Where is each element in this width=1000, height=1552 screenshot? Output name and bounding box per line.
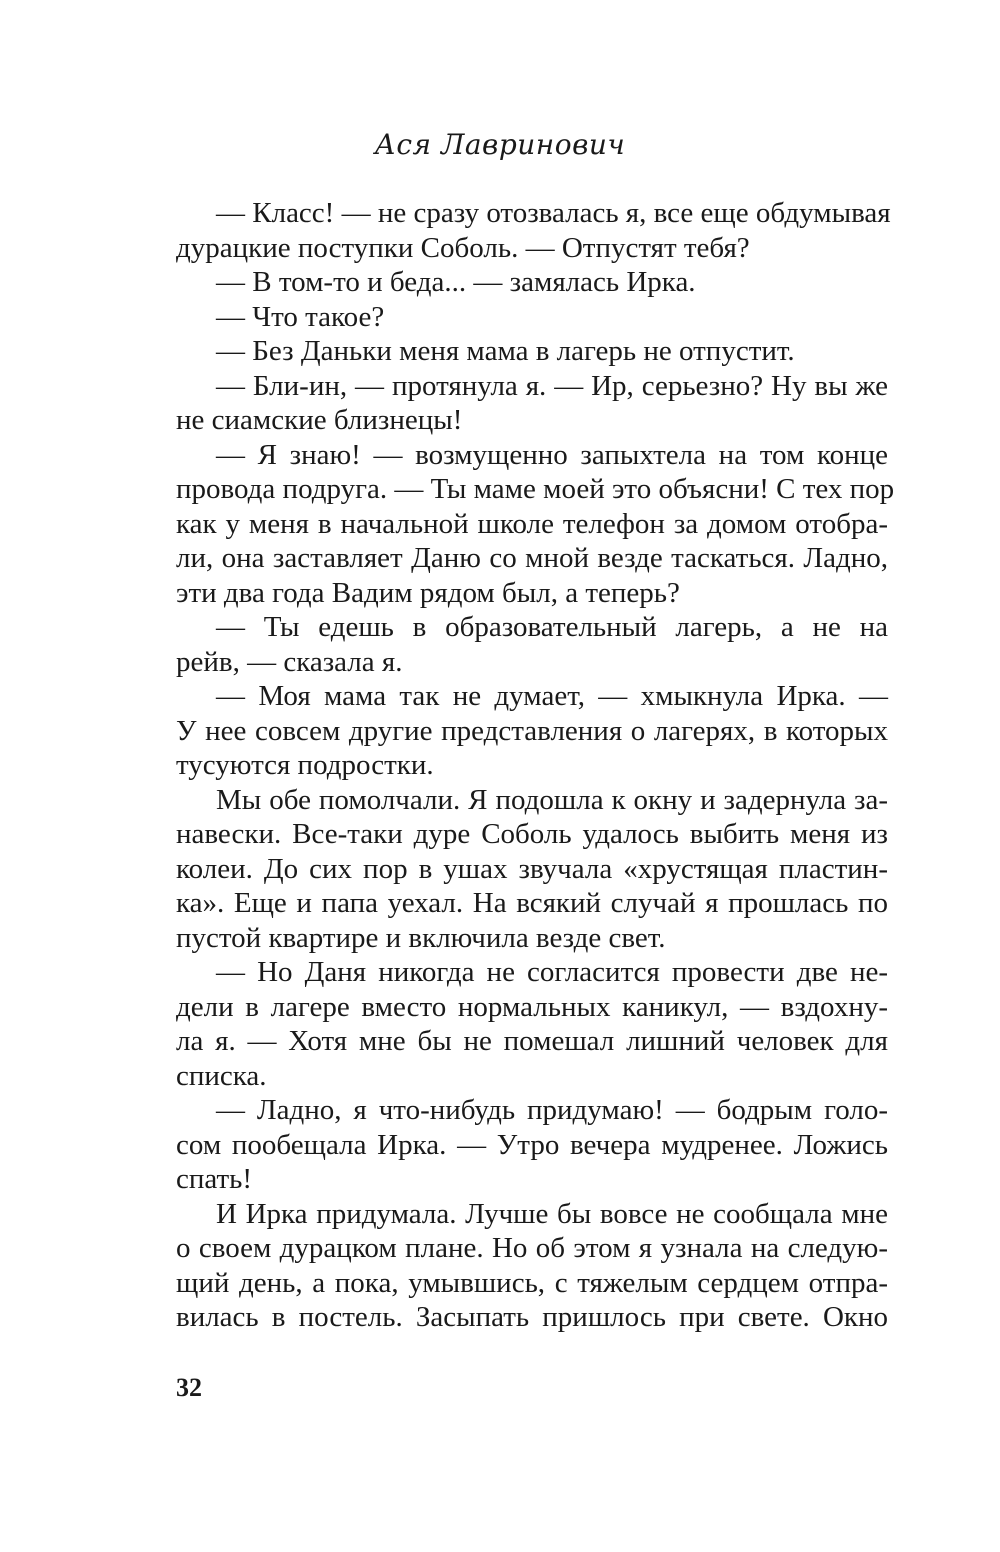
text-line: — Но Даня никогда не согласится провести две не- (216, 956, 888, 988)
text-line: — Ладно, я что-нибудь придумаю! — бодрым голо- (216, 1094, 888, 1126)
text-line: — Моя мама так не думает, — хмыкнула Ирка. — (216, 680, 888, 712)
text-line: — Бли-ин, — протянула я. — Ир, серьезно? Ну вы же (216, 369, 888, 402)
text-line: ка». Еще и папа уехал. На всякий случай я прошлась по (176, 887, 888, 919)
text-line: как у меня в начальной школе телефон за домом отобра- (176, 507, 888, 540)
body-text (176, 196, 895, 1335)
text-line: навески. Все-таки дуре Соболь удалось выбить меня из (176, 818, 888, 850)
text-line: щий день, а пока, умывшись, с тяжелым сердцем отпра- (176, 1266, 888, 1299)
text-line: ла я. — Хотя мне бы не помешал лишний человек для (176, 1025, 888, 1057)
text-line: спать! (176, 1163, 253, 1195)
text-line: ли, она заставляет Даню со мной везде таскаться. Ладно, (176, 542, 888, 574)
text-line: Мы обе помолчали. Я подошла к окну и задернула за- (216, 783, 888, 816)
text-line: о своем дурацком плане. Но об этом я узнала на следую- (176, 1232, 888, 1264)
text-line: пустой квартире и включила везде свет. (176, 921, 666, 954)
text-line: У нее совсем другие представления о лагерях, в которых (176, 714, 888, 747)
text-line: вилась в постель. Засыпать пришлось при свете. Окно (176, 1301, 888, 1333)
text-line: тусуются подростки. (176, 749, 434, 781)
text-line: не сиамские близнецы! (176, 404, 463, 436)
text-line: рейв, — сказала я. (176, 645, 403, 678)
text-line: — Я знаю! — возмущенно запыхтела на том конце (216, 438, 888, 471)
text-line: списка. (176, 1059, 267, 1092)
text-line: — Класс! — не сразу отозвалась я, все еще обдумывая (216, 197, 891, 229)
text-line: — В том-то и беда... — замялась Ирка. (216, 266, 696, 298)
text-line: И Ирка придумала. Лучше бы вовсе не сообщала мне (216, 1197, 888, 1230)
text-line: провода подруга. — Ты маме моей это объясни! С тех пор (176, 473, 895, 505)
text-line: — Что такое? (216, 300, 385, 333)
page-number: 32 (176, 1373, 202, 1402)
text-line: дурацкие поступки Соболь. — Отпустят тебя? (176, 231, 750, 264)
text-line: эти два года Вадим рядом был, а теперь? (176, 576, 680, 609)
text-line: сом пообещала Ирка. — Утро вечера мудренее. Ложись (176, 1128, 888, 1161)
text-line: дели в лагере вместо нормальных каникул, — вздохну- (176, 990, 888, 1023)
running-head-author: Ася Лавринович (374, 128, 626, 161)
text-line: колеи. До сих пор в ушах звучала «хрустящая пластин- (176, 852, 888, 885)
text-line: — Без Даньки меня мама в лагерь не отпустит. (216, 335, 795, 367)
text-line: — Ты едешь в образовательный лагерь, а не на (216, 611, 888, 643)
